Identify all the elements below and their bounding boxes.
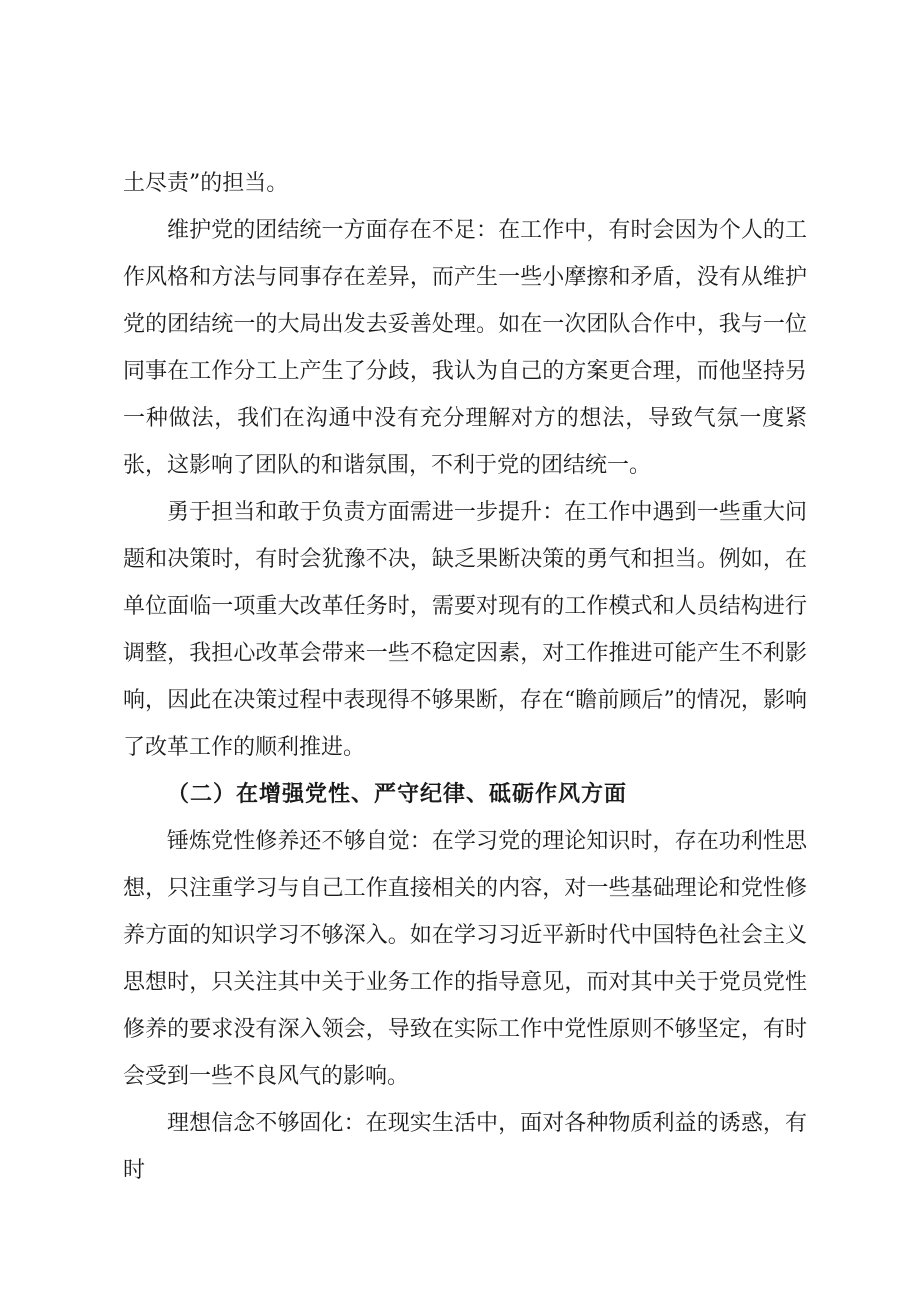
- paragraph-ideals: 理想信念不够固化：在现实生活中，面对各种物质利益的诱惑，有时: [123, 1111, 807, 1183]
- paragraph-responsibility: 勇于担当和敢于负责方面需进一步提升：在工作中遇到一些重大问题和决策时，有时会犹豫不决，缺乏果断决策的勇气和担当。例如，在单位面临一项重大改革任务时，需要对现有的工作模式和人员结构进行调整，我担心改革会带来一些不稳定因素，对工作推进可能产生不利影响，因此在决策过程中表现得不够果断，存在“瞻前顾后”的情况，影响了改革工作的顺利推进。: [123, 500, 807, 760]
- paragraph-party-unity: 维护党的团结统一方面存在不足：在工作中，有时会因为个人的工作风格和方法与同事存在差异，而产生一些小摩擦和矛盾，没有从维护党的团结统一的大局出发去妥善处理。如在一次团队合作中，我与一位同事在工作分工上产生了分歧，我认为自己的方案更合理，而他坚持另一种做法，我们在沟通中没有充分理解对方的想法，导致气氛一度紧张，这影响了团队的和谐氛围，不利于党的团结统一。: [123, 218, 807, 478]
- document-body: [123, 160, 807, 1194]
- paragraph-continuation: 土尽责”的担当。: [123, 171, 289, 196]
- paragraph-party-spirit: 锤炼党性修养还不够自觉：在学习党的理论知识时，存在功利性思想，只注重学习与自己工作直接相关的内容，对一些基础理论和党性修养方面的知识学习不够深入。如在学习习近平新时代中国特色社会主义思想时，只关注其中关于业务工作的指导意见，而对其中关于党员党性修养的要求没有深入领会，导致在实际工作中党性原则不够坚定，有时会受到一些不良风气的影响。: [123, 829, 807, 1089]
- section-heading: （二）在增强党性、严守纪律、砥砺作风方面: [167, 781, 628, 807]
